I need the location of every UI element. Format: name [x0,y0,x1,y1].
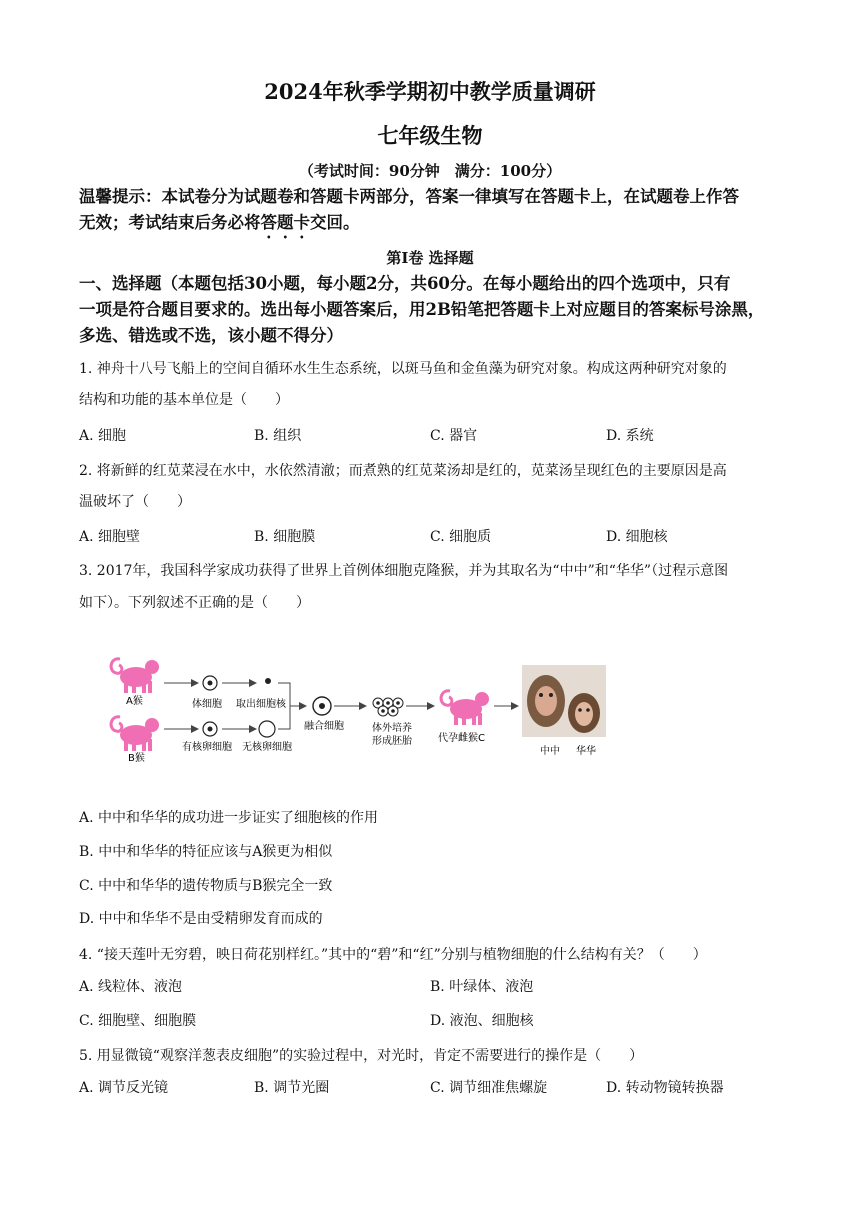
q2-option-b: B. 细胞膜 [254,529,316,545]
q3-option-c: C. 中中和华华的遗传物质与B猴完全一致 [79,878,333,894]
exam-info: （考试时间：90分钟 满分：100分） [298,162,562,180]
nucleated-egg-label: 有核卵细胞 [182,742,232,753]
q1-stem-1: 1. 神舟十八号飞船上的空间自循环水生生态系统，以斑马鱼和金鱼藻为研究对象。构成这两种研究对象的 [79,361,727,377]
notice-text-a: 无效；考试结束后务必将 [79,213,261,232]
q1-option-c: C. 器官 [430,428,478,444]
q4-option-d: D. 液泡、细胞核 [430,1013,534,1029]
q5-stem: 5. 用显微镜“观察洋葱表皮细胞”的实验过程中，对光时，肯定不需要进行的操作是（ ） [79,1048,644,1064]
q4-option-a: A. 线粒体、液泡 [79,979,183,995]
exam-title: 2024年秋季学期初中教学质量调研 [264,79,596,104]
q5-option-b: B. 调节光圈 [254,1080,330,1096]
exam-subject: 七年级生物 [377,123,483,148]
q4-option-c: C. 细胞壁、细胞膜 [79,1013,197,1029]
culture-label-2: 形成胚胎 [372,736,412,747]
baby-monkeys-photo [522,665,606,737]
q2-option-d: D. 细胞核 [606,529,668,545]
enucleated-egg-icon [259,721,275,737]
fused-cell-label: 融合细胞 [304,721,344,732]
q1-option-b: B. 组织 [254,428,302,444]
surrogate-monkey-icon [441,691,489,725]
notice-emphasis: 答题卡 [260,213,310,232]
part-intro-line-1: 一、选择题（本题包括30小题，每小题2分，共60分。在每小题给出的四个选项中，只有 [79,274,731,293]
section-title: 第Ⅰ卷 选择题 [386,249,474,267]
q1-option-a: A. 细胞 [79,428,127,444]
part-intro-line-2: 一项是符合题目要求的。选出每小题答案后，用2B铅笔把答题卡上对应题目的答案标号涂黑， [79,300,765,319]
q2-option-a: A. 细胞壁 [79,529,141,545]
q1-stem-2: 结构和功能的基本单位是（ ） [79,392,289,408]
embryo-icon [373,698,403,716]
notice-line-2 [79,210,799,242]
q4-stem: 4. “接天莲叶无穷碧，映日荷花别样红。”其中的“碧”和“红”分别与植物细胞的什么结构有关？（ ） [79,947,707,963]
q5-option-d: D. 转动物镜转换器 [606,1080,724,1096]
nucleus-icon [265,678,271,684]
q2-stem-2: 温破坏了（ ） [79,494,191,510]
q4-option-b: B. 叶绿体、液泡 [430,979,534,995]
monkey-b-icon [111,717,159,751]
extract-nucleus-label: 取出细胞核 [236,699,286,710]
enucleated-egg-label: 无核卵细胞 [242,742,292,753]
q1-option-d: D. 系统 [606,428,654,444]
name-huahua: 华华 [576,746,596,757]
surrogate-label: 代孕雌猴C [438,733,485,744]
q3-option-d: D. 中中和华华不是由受精卵发育而成的 [79,911,323,927]
name-zhongzhong: 中中 [540,746,560,757]
cloning-diagram [100,645,620,765]
monkey-b-label: B猴 [128,753,145,764]
culture-label-1: 体外培养 [372,723,412,734]
monkey-a-icon [111,659,159,693]
q2-stem-1: 2. 将新鲜的红苋菜浸在水中，水依然清澈；而煮熟的红苋菜汤却是红的，苋菜汤呈现红色的主要原因是高 [79,463,727,479]
q5-option-c: C. 调节细准焦螺旋 [430,1080,548,1096]
q5-option-a: A. 调节反光镜 [79,1080,169,1096]
body-cell-label: 体细胞 [192,699,222,710]
notice-line-1: 温馨提示：本试卷分为试题卷和答题卡两部分，答案一律填写在答题卡上，在试题卷上作答 [79,187,739,206]
q3-stem-1: 3. 2017年，我国科学家成功获得了世界上首例体细胞克隆猴，并为其取名为“中中”和“华华”（过程示意图 [79,563,729,579]
monkey-a-label: A猴 [126,696,143,707]
q3-option-b: B. 中中和华华的特征应该与A猴更为相似 [79,844,333,860]
part-intro-line-3: 多选、错选或不选，该小题不得分） [79,326,343,345]
q2-option-c: C. 细胞质 [430,529,492,545]
q3-stem-2: 如下）。下列叙述不正确的是（ ） [79,595,310,611]
q3-option-a: A. 中中和华华的成功进一步证实了细胞核的作用 [79,810,379,826]
notice-text-b: 交回。 [310,213,360,232]
